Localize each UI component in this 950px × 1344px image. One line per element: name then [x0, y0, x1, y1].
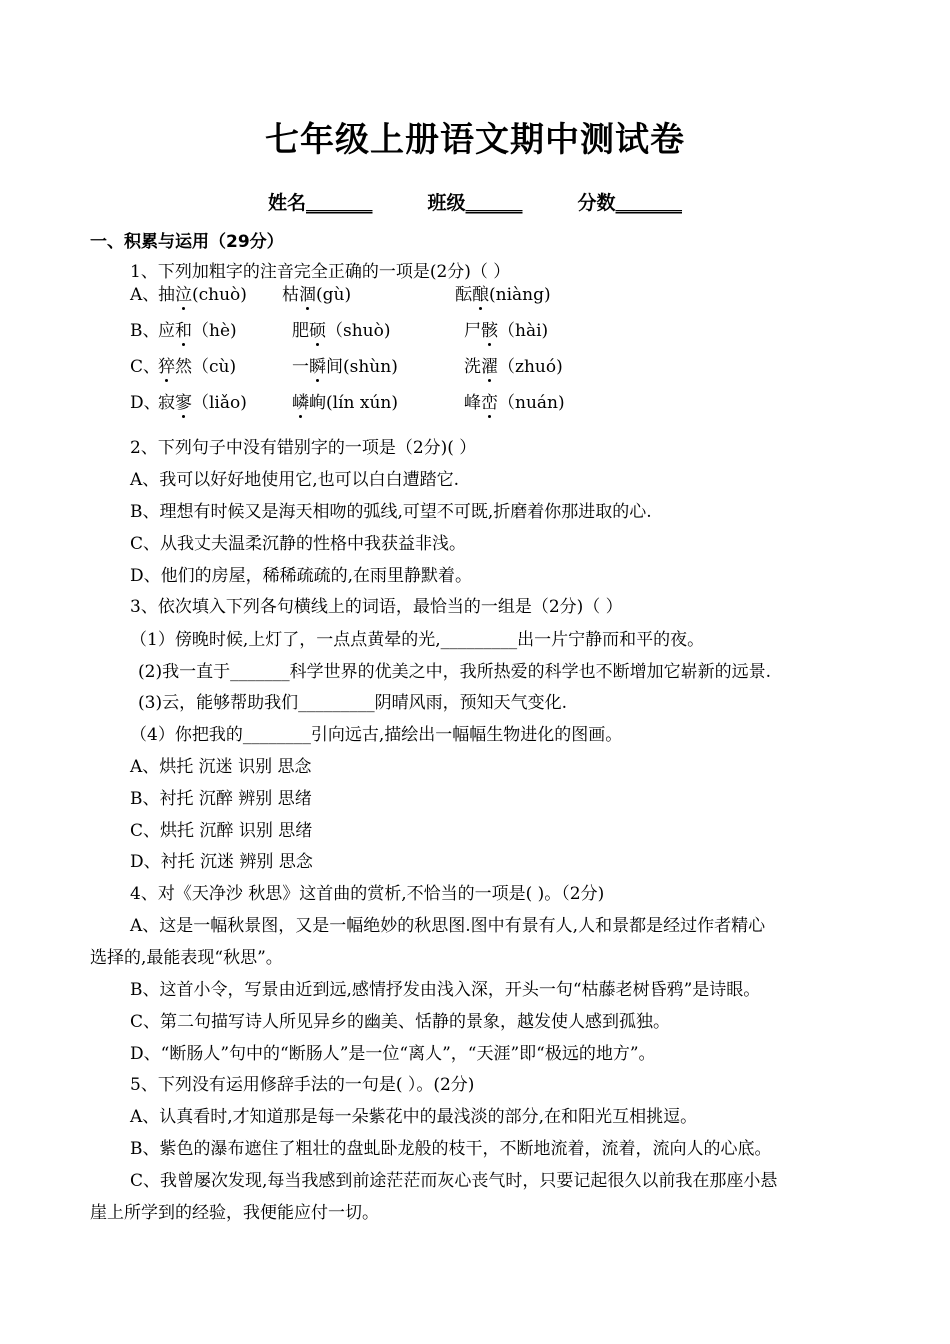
char: 峋 [309, 393, 326, 413]
char: 一 [292, 357, 309, 377]
q3-sentence-2: (2)我一直于_______科学世界的优美之中，我所热爱的科学也不断增加它崭新的远景. [138, 662, 771, 682]
char: 应 [158, 321, 175, 341]
option-letter: B、 [130, 321, 160, 341]
bold-char: 寥 [175, 393, 192, 413]
student-info-row [0, 188, 950, 215]
q4-option-a-line-2: 选择的,最能表现“秋思”。 [90, 948, 283, 968]
q3-sentence-1: （1）傍晚时候,上灯了，一点点黄晕的光,_________出一片宁静而和平的夜。 [130, 630, 705, 650]
word-3 [464, 392, 565, 414]
q2-option-b: B、理想有时候又是海天相吻的弧线,可望不可既,折磨着你那进取的心. [130, 502, 652, 522]
q4-option-c: C、第二句描写诗人所见异乡的幽美、恬静的景象，越发使人感到孤独。 [130, 1012, 671, 1032]
q2-option-a: A、我可以好好地使用它,也可以白白遭踏它. [130, 470, 460, 490]
class-field[interactable] [427, 188, 522, 215]
q3-option-a: A、烘托 沉迷 识别 思念 [130, 757, 312, 777]
q1-stem: 1、下列加粗字的注音完全正确的一项是(2分)（ ） [130, 262, 511, 282]
word-1 [158, 392, 247, 414]
pinyin: （liǎo) [192, 393, 247, 413]
pinyin: （nuán) [498, 393, 565, 413]
bold-char: 峦 [481, 393, 498, 413]
word-1 [158, 320, 237, 342]
bold-char: 瞬 [309, 357, 326, 377]
pinyin: （hè) [192, 321, 237, 341]
q2-option-d: D、他们的房屋，稀稀疏疏的,在雨里静默着。 [130, 566, 473, 586]
bold-char: 和 [175, 321, 192, 341]
bold-char: 骸 [481, 321, 498, 341]
bold-char: 涸 [299, 285, 316, 305]
score-blank[interactable]: _______ [615, 192, 683, 214]
name-label: 姓名 [267, 192, 306, 214]
q4-option-a-line-1: A、这是一幅秋景图，又是一幅绝妙的秋思图.图中有景有人,人和景都是经过作者精心 [130, 916, 766, 936]
char: 枯 [282, 285, 299, 305]
q5-option-c-line-2: 崖上所学到的经验，我便能应付一切。 [90, 1203, 379, 1223]
char: 然 [175, 357, 192, 377]
pinyin: (chuò) [192, 285, 247, 305]
word-2 [292, 392, 398, 414]
class-blank[interactable]: ______ [465, 192, 523, 214]
bold-char: 硕 [309, 321, 326, 341]
section-heading: 一、积累与运用（29分） [90, 232, 284, 252]
bold-char: 酿 [472, 285, 489, 305]
word-1 [158, 356, 236, 378]
pinyin: (lín xún) [326, 393, 398, 413]
q3-option-c: C、烘托 沉醉 识别 思绪 [130, 821, 313, 841]
pinyin: （shuò) [326, 321, 391, 341]
q5-option-a: A、认真看时,才知道那是每一朵紫花中的最浅淡的部分,在和阳光互相挑逗。 [130, 1107, 698, 1127]
char: 间 [326, 357, 343, 377]
pinyin: （cù) [192, 357, 237, 377]
score-label: 分数 [577, 192, 616, 214]
q2-option-c: C、从我丈夫温柔沉静的性格中我获益非浅。 [130, 534, 467, 554]
pinyin: （zhuó) [498, 357, 563, 377]
bold-char: 嶙 [292, 393, 309, 413]
q3-stem: 3、依次填入下列各句横线上的词语，最恰当的一组是（2分)（ ） [130, 597, 623, 617]
q3-sentence-3: (3)云，能够帮助我们_________阴晴风雨，预知天气变化. [138, 693, 567, 713]
pinyin: (niàng) [489, 285, 551, 305]
char: 峰 [464, 393, 481, 413]
word-2 [282, 284, 351, 306]
pinyin: (shùn) [343, 357, 398, 377]
option-letter: D、 [130, 393, 161, 413]
q5-option-c-line-1: C、我曾屡次发现,每当我感到前途茫茫而灰心丧气时，只要记起很久以前我在那座小悬 [130, 1171, 778, 1191]
bold-char: 泣 [175, 285, 192, 305]
q5-option-b: B、紫色的瀑布遮住了粗壮的盘虬卧龙般的枝干，不断地流着，流着，流向人的心底。 [130, 1139, 772, 1159]
char: 寂 [158, 393, 175, 413]
page-title: 七年级上册语文期中测试卷 [265, 120, 685, 160]
word-2 [292, 356, 398, 378]
char: 洗 [464, 357, 481, 377]
pinyin: （hài) [498, 321, 549, 341]
q4-option-d: D、“断肠人”句中的“断肠人”是一位“离人”，“天涯”即“极远的地方”。 [130, 1044, 656, 1064]
option-letter: C、 [130, 357, 161, 377]
name-blank[interactable]: _______ [305, 192, 373, 214]
q3-sentence-4: （4）你把我的________引向远古,描绘出一幅幅生物进化的图画。 [130, 725, 623, 745]
bold-char: 猝 [158, 357, 175, 377]
name-field[interactable] [268, 188, 373, 215]
q4-stem: 4、对《天净沙 秋思》这首曲的赏析,不恰当的一项是( )。（2分) [130, 884, 605, 904]
word-3 [464, 320, 548, 342]
pinyin: (gù) [316, 285, 352, 305]
option-letter: A、 [130, 285, 160, 305]
q3-option-d: D、衬托 沉迷 辨别 思念 [130, 852, 313, 872]
bold-char: 濯 [481, 357, 498, 377]
word-3 [464, 356, 563, 378]
word-3 [455, 284, 551, 306]
char: 尸 [464, 321, 481, 341]
score-field[interactable] [578, 188, 683, 215]
char: 酝 [455, 285, 472, 305]
class-label: 班级 [427, 192, 466, 214]
char: 肥 [292, 321, 309, 341]
q3-option-b: B、衬托 沉醉 辨别 思绪 [130, 789, 312, 809]
q5-stem: 5、下列没有运用修辞手法的一句是( ）。(2分) [130, 1075, 475, 1095]
word-1 [158, 284, 247, 306]
word-2 [292, 320, 391, 342]
char: 抽 [158, 285, 175, 305]
q4-option-b: B、这首小令，写景由近到远,感情抒发由浅入深，开头一句“枯藤老树昏鸦”是诗眼。 [130, 980, 761, 1000]
q2-stem: 2、下列句子中没有错别字的一项是（2分)( ） [130, 438, 477, 458]
